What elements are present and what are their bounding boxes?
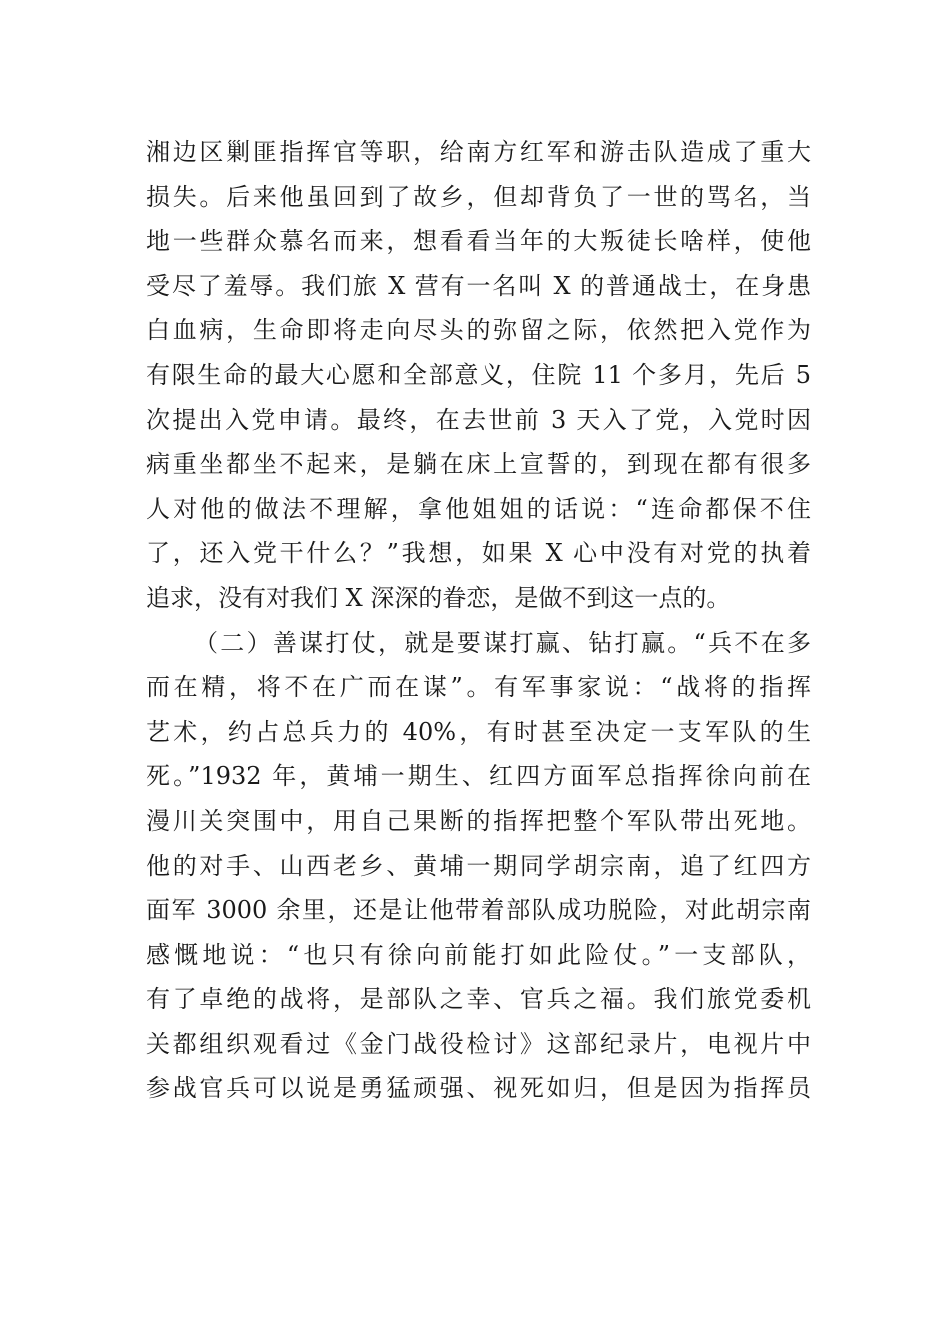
text-line: 他的对手、山西老乡、黄埔一期同学胡宗南，追了红四方 — [146, 851, 811, 880]
text-line: 了，还入党干什么？”我想，如果 X 心中没有对党的执着 — [146, 539, 811, 568]
text-line: 有了卓绝的战将，是部队之幸、官兵之福。我们旅党委机 — [146, 985, 811, 1014]
text-line: 受尽了羞辱。我们旅 X 营有一名叫 X 的普通战士，在身患 — [146, 271, 811, 300]
text-line: 有限生命的最大心愿和全部意义，住院 11 个多月，先后 5 — [146, 360, 811, 389]
text-line: 湘边区剿匪指挥官等职，给南方红军和游击队造成了重大 — [146, 138, 811, 166]
text-line: 人对他的做法不理解，拿他姐姐的话说：“连命都保不住 — [146, 494, 811, 523]
text-line: 参战官兵可以说是勇猛顽强、视死如归，但是因为指挥员 — [146, 1074, 811, 1103]
body-text — [146, 130, 811, 1111]
text-line: 损失。后来他虽回到了故乡，但却背负了一世的骂名，当 — [146, 182, 811, 211]
paragraph-2 — [146, 621, 811, 1112]
text-line: 死。”1932 年，黄埔一期生、红四方面军总指挥徐向前在 — [146, 762, 811, 791]
text-line: （二）善谋打仗，就是要谋打赢、钻打赢。“兵不在多 — [194, 628, 811, 657]
text-line: 面军 3000 余里，还是让他带着部队成功脱险，对此胡宗南 — [146, 896, 811, 925]
text-line: 病重坐都坐不起来，是躺在床上宣誓的，到现在都有很多 — [146, 450, 811, 479]
text-line: 而在精，将不在广而在谋”。有军事家说：“战将的指挥 — [146, 673, 811, 702]
text-line: 次提出入党申请。最终，在去世前 3 天入了党，入党时因 — [146, 405, 811, 434]
text-line: 白血病，生命即将走向尽头的弥留之际，依然把入党作为 — [146, 316, 811, 345]
paragraph-1 — [146, 130, 811, 621]
text-line: 艺术，约占总兵力的 40%，有时甚至决定一支军队的生 — [146, 717, 811, 746]
text-line: 感慨地说：“也只有徐向前能打如此险仗。”一支部队， — [146, 940, 811, 969]
text-line: 追求，没有对我们 X 深深的眷恋，是做不到这一点的。 — [146, 583, 731, 612]
text-line: 关都组织观看过《金门战役检讨》这部纪录片，电视片中 — [146, 1029, 811, 1058]
text-line: 漫川关突围中，用自己果断的指挥把整个军队带出死地。 — [146, 806, 811, 835]
text-line: 地一些群众慕名而来，想看看当年的大叛徒长啥样，使他 — [146, 227, 811, 256]
